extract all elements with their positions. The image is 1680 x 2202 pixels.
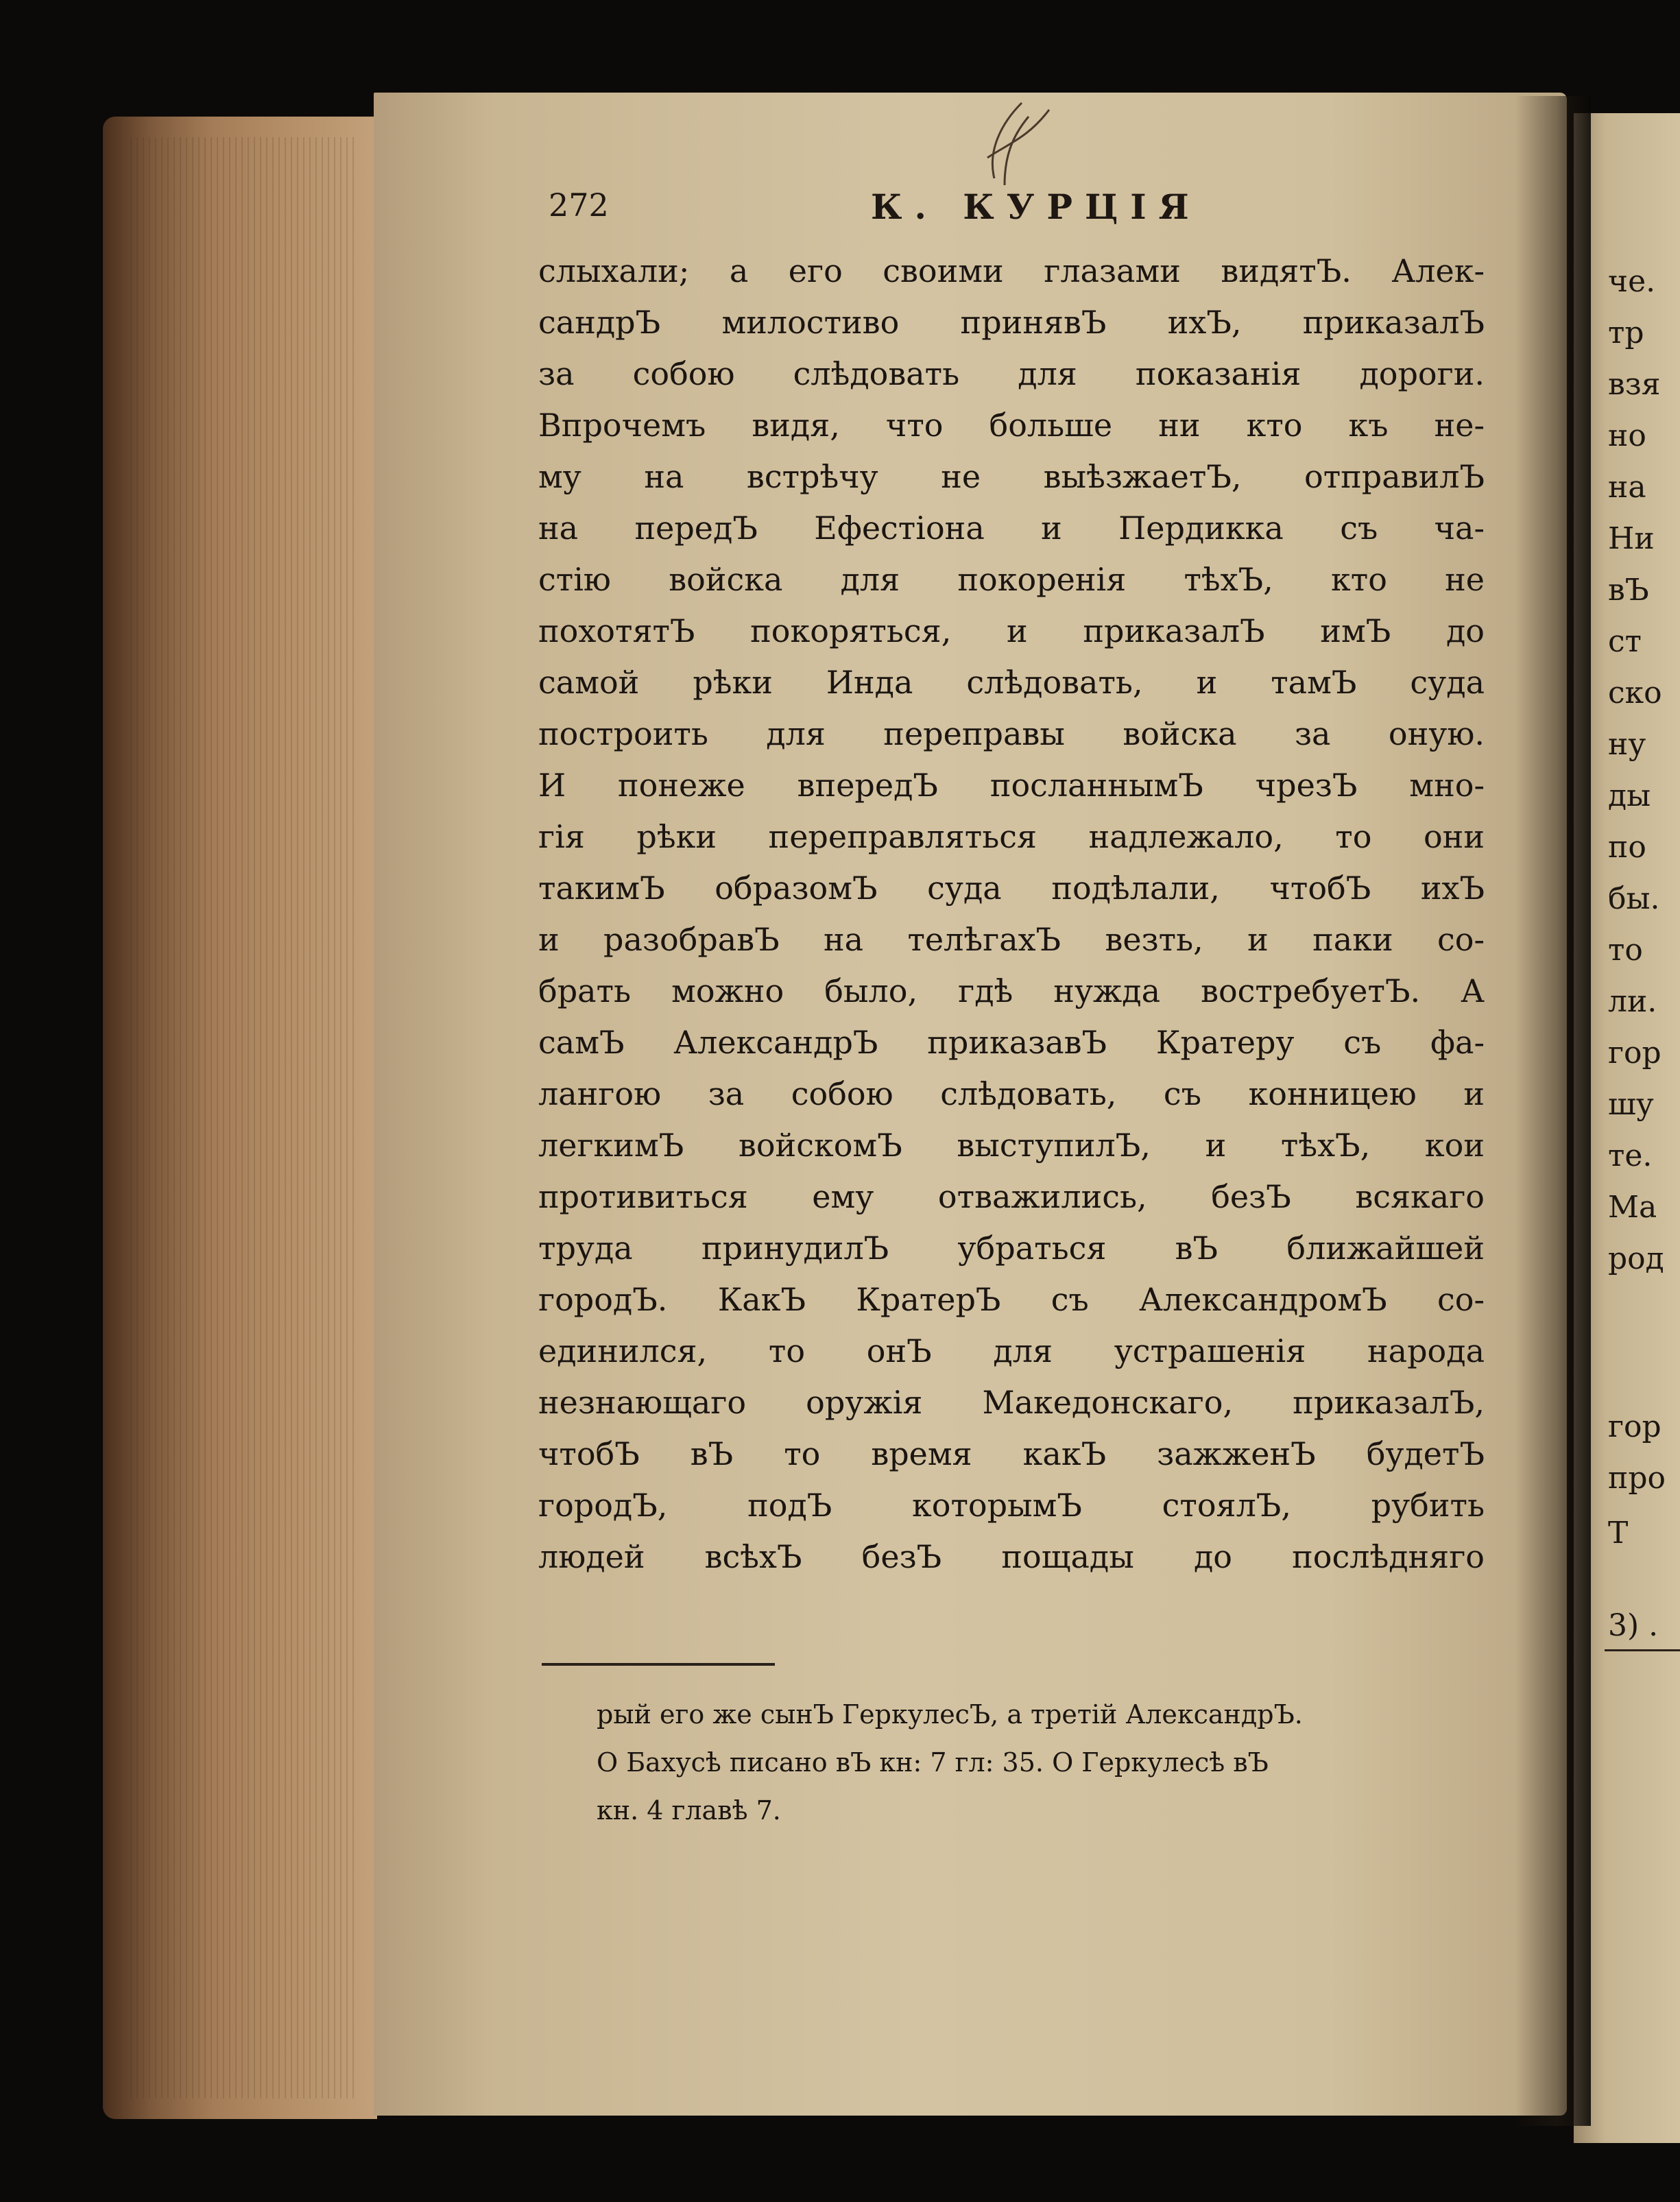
- body-line: сандрЪ милостиво принявЪ ихЪ, приказалЪ: [538, 304, 1485, 341]
- right-page-line: ну: [1608, 727, 1646, 762]
- book-gutter-shadow: [1515, 96, 1591, 2126]
- right-page-line: те.: [1608, 1138, 1653, 1173]
- right-page-line: че.: [1608, 264, 1656, 299]
- body-line: лангою за собою слѣдовать, съ конницею и: [538, 1075, 1485, 1112]
- right-page-line: Ни: [1608, 521, 1655, 556]
- right-page-line: то: [1608, 933, 1643, 968]
- right-page-line: гор: [1608, 1036, 1661, 1070]
- body-line: и разобравЪ на телѣгахЪ везть, и паки со-: [538, 921, 1485, 958]
- body-line: единился, то онЪ для устрашенія народа: [538, 1332, 1485, 1369]
- body-line: противиться ему отважились, безЪ всякаго: [538, 1178, 1485, 1215]
- page-edge-texture: [130, 137, 357, 2098]
- body-line: легкимЪ войскомЪ выступилЪ, и тѣхЪ, кои: [538, 1127, 1485, 1164]
- body-line: гія рѣки переправляться надлежало, то они: [538, 818, 1485, 855]
- page-header: [549, 187, 1481, 235]
- right-page-line: род: [1608, 1241, 1664, 1276]
- right-page-line: ст: [1608, 624, 1642, 659]
- right-page-line: Т: [1608, 1516, 1629, 1551]
- body-line: слыхали; а его своими глазами видятЪ. Алек-: [538, 252, 1485, 289]
- right-page-line: бы.: [1608, 881, 1660, 916]
- body-line: чтобЪ вЪ то время какЪ зажженЪ будетЪ: [538, 1435, 1485, 1472]
- body-line: му на встрѣчу не выѣзжаетЪ, отправилЪ: [538, 458, 1485, 495]
- body-line: И понеже впередЪ посланнымЪ чрезЪ мно-: [538, 767, 1485, 804]
- footnote-divider: [542, 1663, 775, 1666]
- right-page-line: ли.: [1608, 984, 1657, 1019]
- footnote-line: кн. 4 главѣ 7.: [597, 1795, 781, 1826]
- body-line: городЪ. КакЪ КратерЪ съ АлександромЪ со-: [538, 1281, 1485, 1318]
- footnote-line: рый его же сынЪ ГеркулесЪ, а третій АлександрЪ.: [597, 1699, 1303, 1730]
- right-page-divider: [1605, 1649, 1680, 1651]
- body-line: за собою слѣдовать для показанія дороги.: [538, 355, 1485, 392]
- body-line: самой рѣки Инда слѣдовать, и тамЪ суда: [538, 664, 1485, 701]
- right-page-line: шу: [1608, 1087, 1654, 1122]
- right-page-line: ско: [1608, 675, 1662, 710]
- body-line: самЪ АлександрЪ приказавЪ Кратеру съ фа-: [538, 1024, 1485, 1061]
- body-line: на передЪ Ефестіона и Пердикка съ ча-: [538, 510, 1485, 547]
- running-head: К. КУРЦІЯ: [871, 187, 1201, 227]
- body-line: такимЪ образомЪ суда подѣлали, чтобЪ ихЪ: [538, 870, 1485, 907]
- body-line: брать можно было, гдѣ нужда востребуетЪ. А: [538, 972, 1485, 1009]
- right-page-line: 3) .: [1608, 1608, 1659, 1643]
- right-page-line: но: [1608, 418, 1646, 453]
- body-line: построить для переправы войска за оную.: [538, 715, 1485, 752]
- page-number: 272: [549, 187, 609, 224]
- right-page-line: на: [1608, 470, 1646, 505]
- right-page-line: взя: [1608, 367, 1661, 402]
- handwritten-mark: [946, 96, 1056, 199]
- right-page-line: тр: [1608, 315, 1644, 350]
- right-page-line: Ма: [1608, 1190, 1657, 1225]
- right-page-line: гор: [1608, 1409, 1661, 1444]
- right-page-line: ды: [1608, 778, 1651, 813]
- body-line: незнающаго оружія Македонскаго, приказалЪ,: [538, 1384, 1485, 1421]
- right-page-line: про: [1608, 1461, 1666, 1496]
- body-line: труда принудилЪ убраться вЪ ближайшей: [538, 1230, 1485, 1267]
- body-line: людей всѣхЪ безЪ пощады до послѣдняго: [538, 1538, 1485, 1575]
- footnote-line: О Бахусѣ писано вЪ кн: 7 гл: 35. О Геркулесѣ вЪ: [597, 1747, 1269, 1778]
- body-line: похотятЪ покоряться, и приказалЪ имЪ до: [538, 612, 1485, 649]
- right-page-line: вЪ: [1608, 573, 1649, 608]
- body-line: стію войска для покоренія тѣхЪ, кто не: [538, 561, 1485, 598]
- body-line: городЪ, подЪ которымЪ стоялЪ, рубить: [538, 1487, 1485, 1524]
- body-line: Впрочемъ видя, что больше ни кто къ не-: [538, 407, 1485, 444]
- right-page-line: по: [1608, 830, 1646, 865]
